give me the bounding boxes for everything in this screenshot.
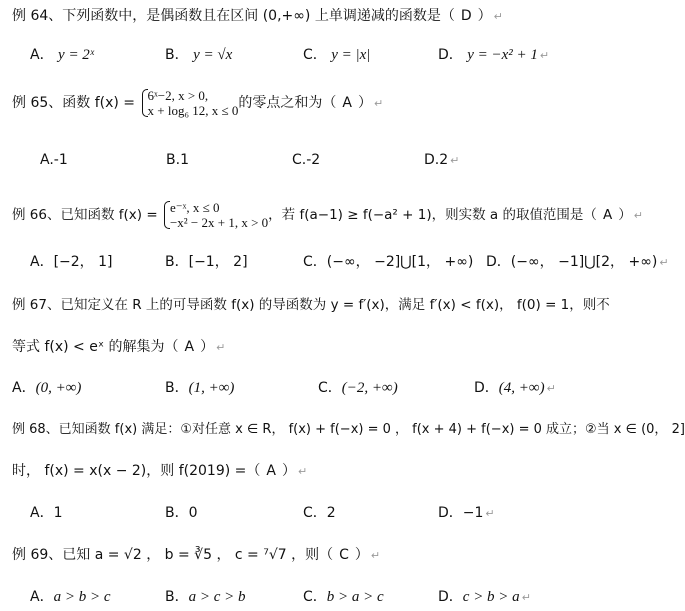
option-c (303, 587, 384, 607)
option-c (303, 252, 473, 272)
answer-close: ） (477, 8, 492, 24)
piecewise-function (162, 200, 268, 230)
option-letter: D． (438, 47, 463, 63)
question-66-stem (12, 200, 661, 230)
answer-close: ） (281, 463, 296, 479)
option-expr: a > b > c (53, 589, 111, 605)
option-letter: D. (424, 152, 440, 168)
option-letter: C． (303, 47, 327, 63)
option-expr: 0 (188, 505, 198, 521)
option-expr: (4, +∞) (498, 380, 545, 396)
answer-close: ） (357, 95, 372, 111)
option-letter: C． (303, 254, 327, 270)
option-b (165, 45, 232, 65)
option-expr: -2 (306, 152, 321, 168)
answer-letter: A (342, 95, 352, 111)
answer-letter: D (460, 8, 472, 24)
piece-row: 6ˣ−2, x > 0, (147, 88, 209, 103)
question-65-stem (12, 88, 661, 118)
option-letter: D． (486, 254, 511, 270)
paragraph-mark: ↵ (450, 154, 460, 167)
option-letter: B． (165, 380, 189, 396)
paragraph-mark: ↵ (539, 49, 550, 62)
option-a (30, 587, 110, 607)
option-expr: (1, +∞) (188, 380, 235, 396)
option-letter: A． (12, 380, 36, 396)
option-a (30, 45, 94, 65)
option-expr: [−1， 2] (188, 254, 248, 270)
paragraph-mark: ↵ (546, 382, 556, 395)
option-letter: D． (438, 589, 463, 605)
question-68-stem (12, 420, 685, 440)
option-letter: C． (318, 380, 342, 396)
question-text: 例 68、已知函数 f(x) 满足：①对任意 x ∈ R， f(x) + f(−x) = 0 ， f(x + 4) + f(−x) = 0 成立；②当 x ∈ (0， 2] (12, 422, 685, 437)
option-d (474, 378, 556, 399)
option-letter: D． (438, 505, 463, 521)
answer-close: ） (200, 339, 215, 355)
piecewise-function (140, 88, 239, 118)
option-d (438, 45, 549, 66)
option-expr: b > a > c (326, 589, 384, 605)
option-letter: B． (165, 254, 189, 270)
option-letter: A. (40, 152, 54, 168)
piece-row: e⁻ˣ, x ≤ 0 (169, 200, 220, 215)
answer-close: ） (354, 547, 369, 563)
question-text: 例 69、已知 a = √2 ， b = ∛5 ， c = ⁷√7 ，则（ (12, 547, 334, 563)
option-letter: C． (303, 505, 327, 521)
option-c (292, 150, 320, 170)
option-a (40, 150, 68, 170)
option-expr: −1 (462, 505, 484, 521)
option-expr: [−2， 1] (53, 254, 113, 270)
option-expr: c > b > a (462, 589, 520, 605)
option-expr: y = 2ˣ (58, 47, 95, 63)
question-text: 时， f(x) = x(x − 2)，则 f(2019) =（ (12, 463, 261, 479)
question-text: 例 65、函数 f(x) = (12, 95, 136, 111)
option-d (424, 150, 459, 171)
option-letter: A． (30, 589, 54, 605)
option-expr: 2 (326, 505, 336, 521)
option-letter: A． (30, 505, 54, 521)
answer-letter: A (602, 207, 613, 223)
question-text: ，若 f(a−1) ≥ f(−a² + 1)，则实数 a 的取值范围是（ (268, 207, 597, 223)
option-b (165, 252, 248, 272)
paragraph-mark: ↵ (485, 507, 495, 520)
answer-close: ） (618, 207, 632, 223)
option-expr: (−2, +∞) (341, 380, 398, 396)
question-text: 例 64、下列函数中，是偶函数且在区间 (0,+∞) 上单调递减的函数是（ (12, 8, 455, 24)
option-expr: -1 (53, 152, 68, 168)
question-69-stem (12, 545, 661, 566)
option-letter: B. (166, 152, 181, 168)
option-letter: B． (165, 589, 189, 605)
paragraph-mark: ↵ (216, 341, 226, 354)
option-a (30, 503, 63, 523)
option-c (318, 378, 398, 398)
option-a (12, 378, 81, 398)
answer-letter: A (266, 463, 276, 479)
question-text: 的零点之和为（ (238, 95, 337, 111)
option-letter: B． (165, 505, 189, 521)
question-64-stem (12, 6, 661, 27)
paragraph-mark: ↵ (373, 97, 384, 110)
option-letter: D． (474, 380, 499, 396)
option-d (438, 503, 495, 524)
option-b (165, 378, 234, 398)
question-text: 例 66、已知函数 f(x) = (12, 207, 158, 223)
option-letter: C． (303, 589, 327, 605)
answer-letter: C (339, 547, 349, 563)
question-text: 例 67、已知定义在 R 上的可导函数 f(x) 的导函数为 y = f′(x)，满足 f′(x) < f(x)， f(0) = 1，则不 (12, 297, 610, 313)
option-letter: C. (292, 152, 307, 168)
option-letter: A． (30, 47, 54, 63)
option-c (303, 503, 336, 523)
option-b (166, 150, 189, 170)
option-expr: (0, +∞) (35, 380, 82, 396)
paragraph-mark: ↵ (659, 256, 669, 269)
paragraph-mark: ↵ (370, 549, 381, 562)
question-67-stem (12, 295, 661, 315)
option-expr: 2 (439, 152, 449, 168)
paragraph-mark: ↵ (521, 591, 531, 604)
question-67-stem-2 (12, 337, 661, 358)
option-c (303, 45, 370, 65)
option-expr: y = |x| (331, 47, 371, 63)
question-68-stem-2 (12, 461, 661, 482)
piece-row: −x² − 2x + 1, x > 0 (169, 215, 269, 230)
option-expr: 1 (180, 152, 189, 168)
question-text: 等式 f(x) < eˣ 的解集为（ (12, 339, 179, 355)
option-d (486, 252, 669, 273)
option-expr: a > c > b (188, 589, 246, 605)
option-expr: 1 (53, 505, 63, 521)
option-expr: (−∞， −1]⋃[2， +∞) (510, 254, 658, 270)
option-a (30, 252, 113, 272)
option-b (165, 587, 246, 607)
paragraph-mark: ↵ (633, 209, 643, 222)
option-expr: y = −x² + 1 (467, 47, 538, 63)
option-b (165, 503, 198, 523)
paragraph-mark: ↵ (493, 10, 503, 23)
piece-row: x + log₆ 12, x ≤ 0 (147, 103, 239, 118)
answer-letter: A (184, 339, 195, 355)
option-expr: y = √x (193, 47, 233, 63)
option-letter: B． (165, 47, 189, 63)
paragraph-mark: ↵ (297, 465, 308, 478)
option-d (438, 587, 531, 608)
option-expr: (−∞， −2]⋃[1， +∞) (326, 254, 474, 270)
option-letter: A． (30, 254, 54, 270)
